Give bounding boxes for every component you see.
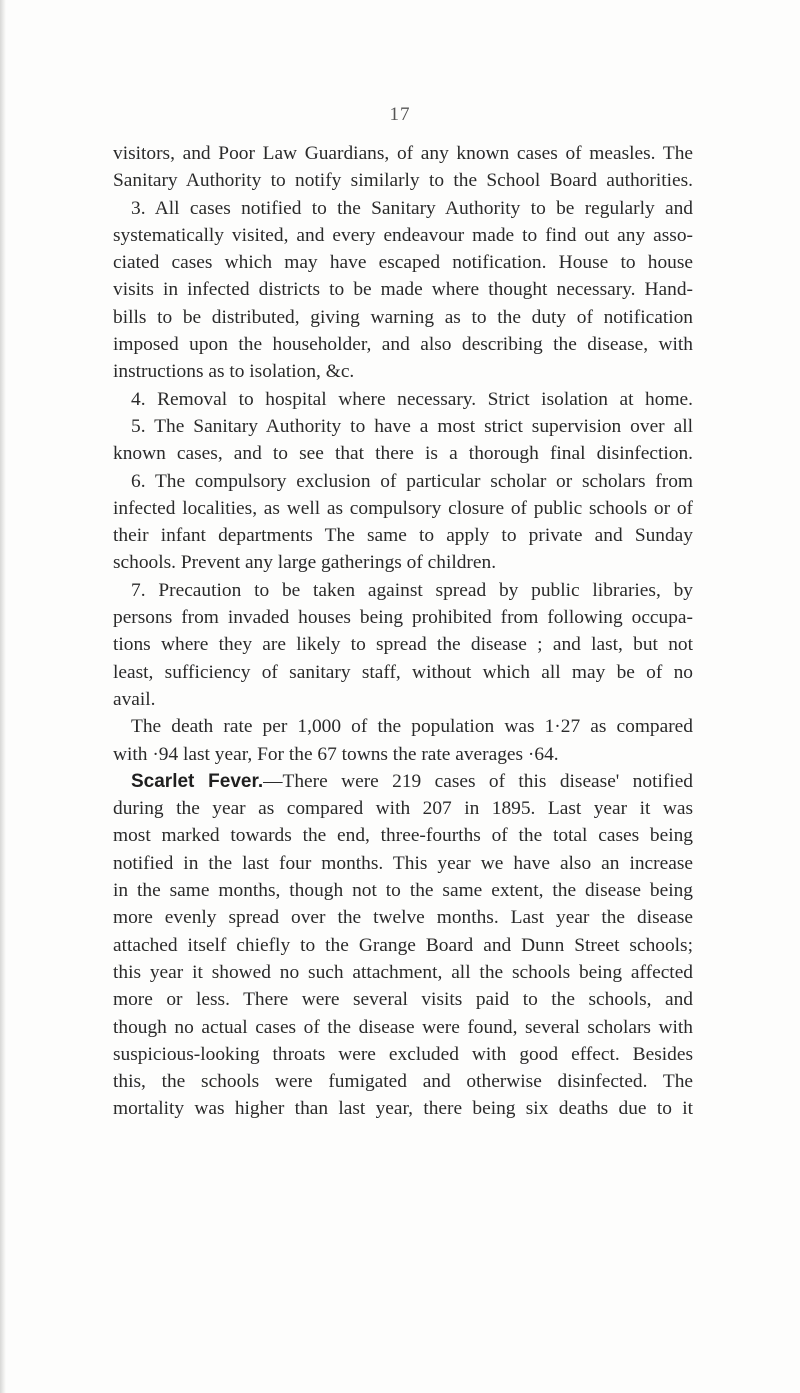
scarlet-fever-line xyxy=(113,768,693,795)
text-line: though no actual cases of the disease were found, several scholars with xyxy=(113,1016,693,1038)
text-line: instructions as to isolation, &c. xyxy=(113,361,355,383)
text-line: systematically visited, and every endeavour made to find out any asso- xyxy=(113,224,693,246)
text-line: infected localities, as well as compulsory closure of public schools or of xyxy=(113,497,693,519)
text-line: suspicious-looking throats were excluded with good effect. Besides xyxy=(113,1043,693,1065)
text-line: imposed upon the householder, and also describing the disease, with xyxy=(113,334,693,356)
text-line: avail. xyxy=(113,688,156,710)
text-line: their infant departments The same to apply to private and Sunday xyxy=(113,525,693,547)
text-line: this, the schools were fumigated and otherwise disinfected. The xyxy=(113,1071,693,1093)
text-line: bills to be distributed, giving warning as to the duty of notification xyxy=(113,306,693,328)
text-line: tions where they are likely to spread the disease ; and last, but not xyxy=(113,634,693,656)
text-line: schools. Prevent any large gatherings of children. xyxy=(113,552,497,574)
page-edge-shadow xyxy=(0,0,6,1393)
text-line: least, sufficiency of sanitary staff, without which all may be of no xyxy=(113,661,693,683)
text-line: 4. Removal to hospital where necessary. Strict isolation at home. xyxy=(131,388,693,410)
text-line: 6. The compulsory exclusion of particular scholar or scholars from xyxy=(131,470,693,492)
text-line: most marked towards the end, three-fourths of the total cases being xyxy=(113,825,693,847)
text-line: ciated cases which may have escaped notification. House to house xyxy=(113,252,693,274)
text-line: more evenly spread over the twelve months. Last year the disease xyxy=(113,907,693,929)
text-line: mortality was higher than last year, there being six deaths due to it xyxy=(113,1098,693,1120)
text-line: during the year as compared with 207 in 1895. Last year it was xyxy=(113,798,693,820)
text-line: 5. The Sanitary Authority to have a most strict supervision over all xyxy=(131,415,693,437)
text-line: 7. Precaution to be taken against spread by public libraries, by xyxy=(131,579,693,601)
text-line: visits in infected districts to be made where thought necessary. Hand- xyxy=(113,279,693,301)
text-line: attached itself chiefly to the Grange Board and Dunn Street schools; xyxy=(113,934,693,956)
text-line: known cases, and to see that there is a thorough final disinfection. xyxy=(113,443,693,465)
text-line: in the same months, though not to the same extent, the disease being xyxy=(113,880,693,902)
text-line: —There were 219 cases of this disease' notified xyxy=(263,770,693,792)
text-line: notified in the last four months. This year we have also an increase xyxy=(113,852,693,874)
text-line: Sanitary Authority to notify similarly to the School Board authorities. xyxy=(113,170,693,192)
text-line: this year it showed no such attachment, all the schools being affected xyxy=(113,961,693,983)
text-line: The death rate per 1,000 of the population was 1·27 as compared xyxy=(131,716,693,738)
text-line: visitors, and Poor Law Guardians, of any known cases of measles. The xyxy=(113,143,693,164)
section-heading: Scarlet Fever. xyxy=(131,770,264,792)
body-text xyxy=(113,140,693,1123)
text-line: more or less. There were several visits paid to the schools, and xyxy=(113,989,693,1011)
text-line: with ·94 last year, For the 67 towns the rate averages ·64. xyxy=(113,743,559,765)
text-line: 3. All cases notified to the Sanitary Authority to be regularly and xyxy=(131,197,693,219)
page-number: 17 xyxy=(389,104,411,125)
text-line: persons from invaded houses being prohibited from following occupa- xyxy=(113,607,693,629)
